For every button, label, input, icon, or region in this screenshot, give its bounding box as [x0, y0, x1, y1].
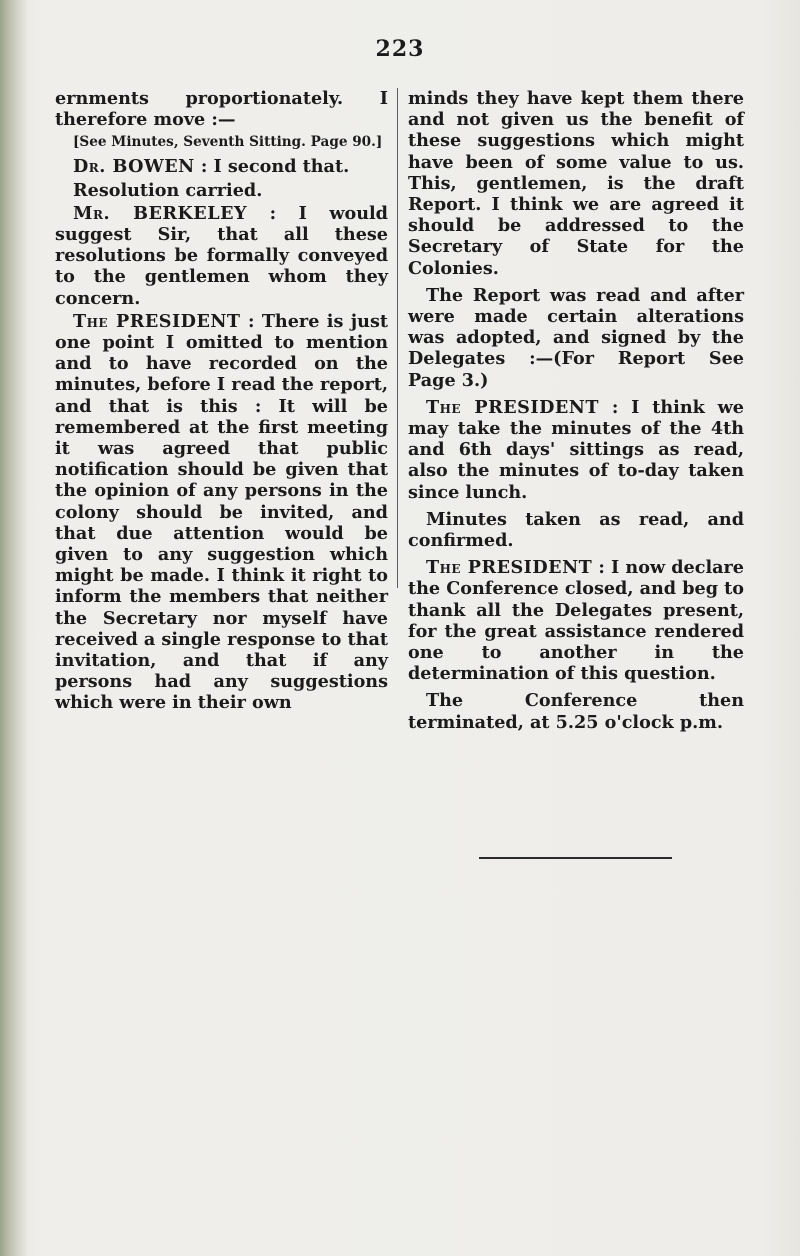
paragraph-bowen: [55, 156, 388, 177]
page-number: 223: [375, 36, 425, 62]
paragraph-berkeley: [55, 203, 388, 309]
speech-text: : I think we may take the minutes of the 4th and 6th days' sittings as read, also the minutes of to-day taken since lunch.: [408, 396, 744, 503]
speaker-name: Mr. BERKELEY: [73, 202, 248, 224]
minutes-citation: [See Minutes, Seventh Sitting. Page 90.]: [73, 134, 383, 151]
speech-text: : I would suggest Sir, that all these resolutions be formally conveyed to the gentlemen whom they concern.: [55, 202, 388, 309]
column-divider: [397, 88, 398, 588]
speaker-name: Dr. BOWEN: [73, 156, 195, 178]
speech-text: : I second that.: [194, 156, 350, 178]
paragraph-resolution: Resolution carried.: [73, 179, 263, 201]
speaker-name: The PRESIDENT: [426, 557, 593, 579]
right-column: [408, 88, 744, 735]
end-rule: [479, 857, 672, 859]
speaker-name: The PRESIDENT: [426, 396, 599, 418]
speech-text: : There is just one point I omitted to mention and to have recorded on the minutes, before I read the report, and that is this : It will be remembered at the first meeting it was agreed that public notification should be given that the opinion of any persons in the colony should be invited, and that due attention would be given to any suggestion which might be made. I think it right to inform the members that neither the Secretary nor myself have received a single response to that invitation, and that if any persons had any suggestions which were in their own: [55, 310, 388, 714]
paragraph-continued: minds they have kept them there and not given us the benefit of these suggestions which might have been of some value to us. This, gentlemen, is the draft Report. I think we are agreed it should be addressed to the Secretary of State for the Colonies.: [408, 88, 744, 279]
speaker-name: The PRESIDENT: [73, 310, 241, 332]
speech-text: : I now declare the Conference closed, and beg to thank all the Delegates present, for the great assistance rendered one to another in the determination of this question.: [408, 557, 744, 685]
binding-edge: [0, 0, 28, 1256]
left-column: [55, 88, 388, 716]
paragraph-terminated: The Conference then terminated, at 5.25 o'clock p.m.: [408, 690, 744, 733]
paragraph-president: [55, 311, 388, 714]
paragraph-president-minutes: [408, 397, 744, 503]
paragraph-president-closing: [408, 557, 744, 684]
paragraph-report: The Report was read and after were made certain alterations was adopted, and signed by the Delegates :—(For Report See Page 3.): [408, 284, 744, 391]
paragraph-minutes-confirmed: Minutes taken as read, and confirmed.: [408, 508, 744, 552]
paragraph-continued: ernments proportionately. I therefore move :—: [55, 88, 388, 131]
